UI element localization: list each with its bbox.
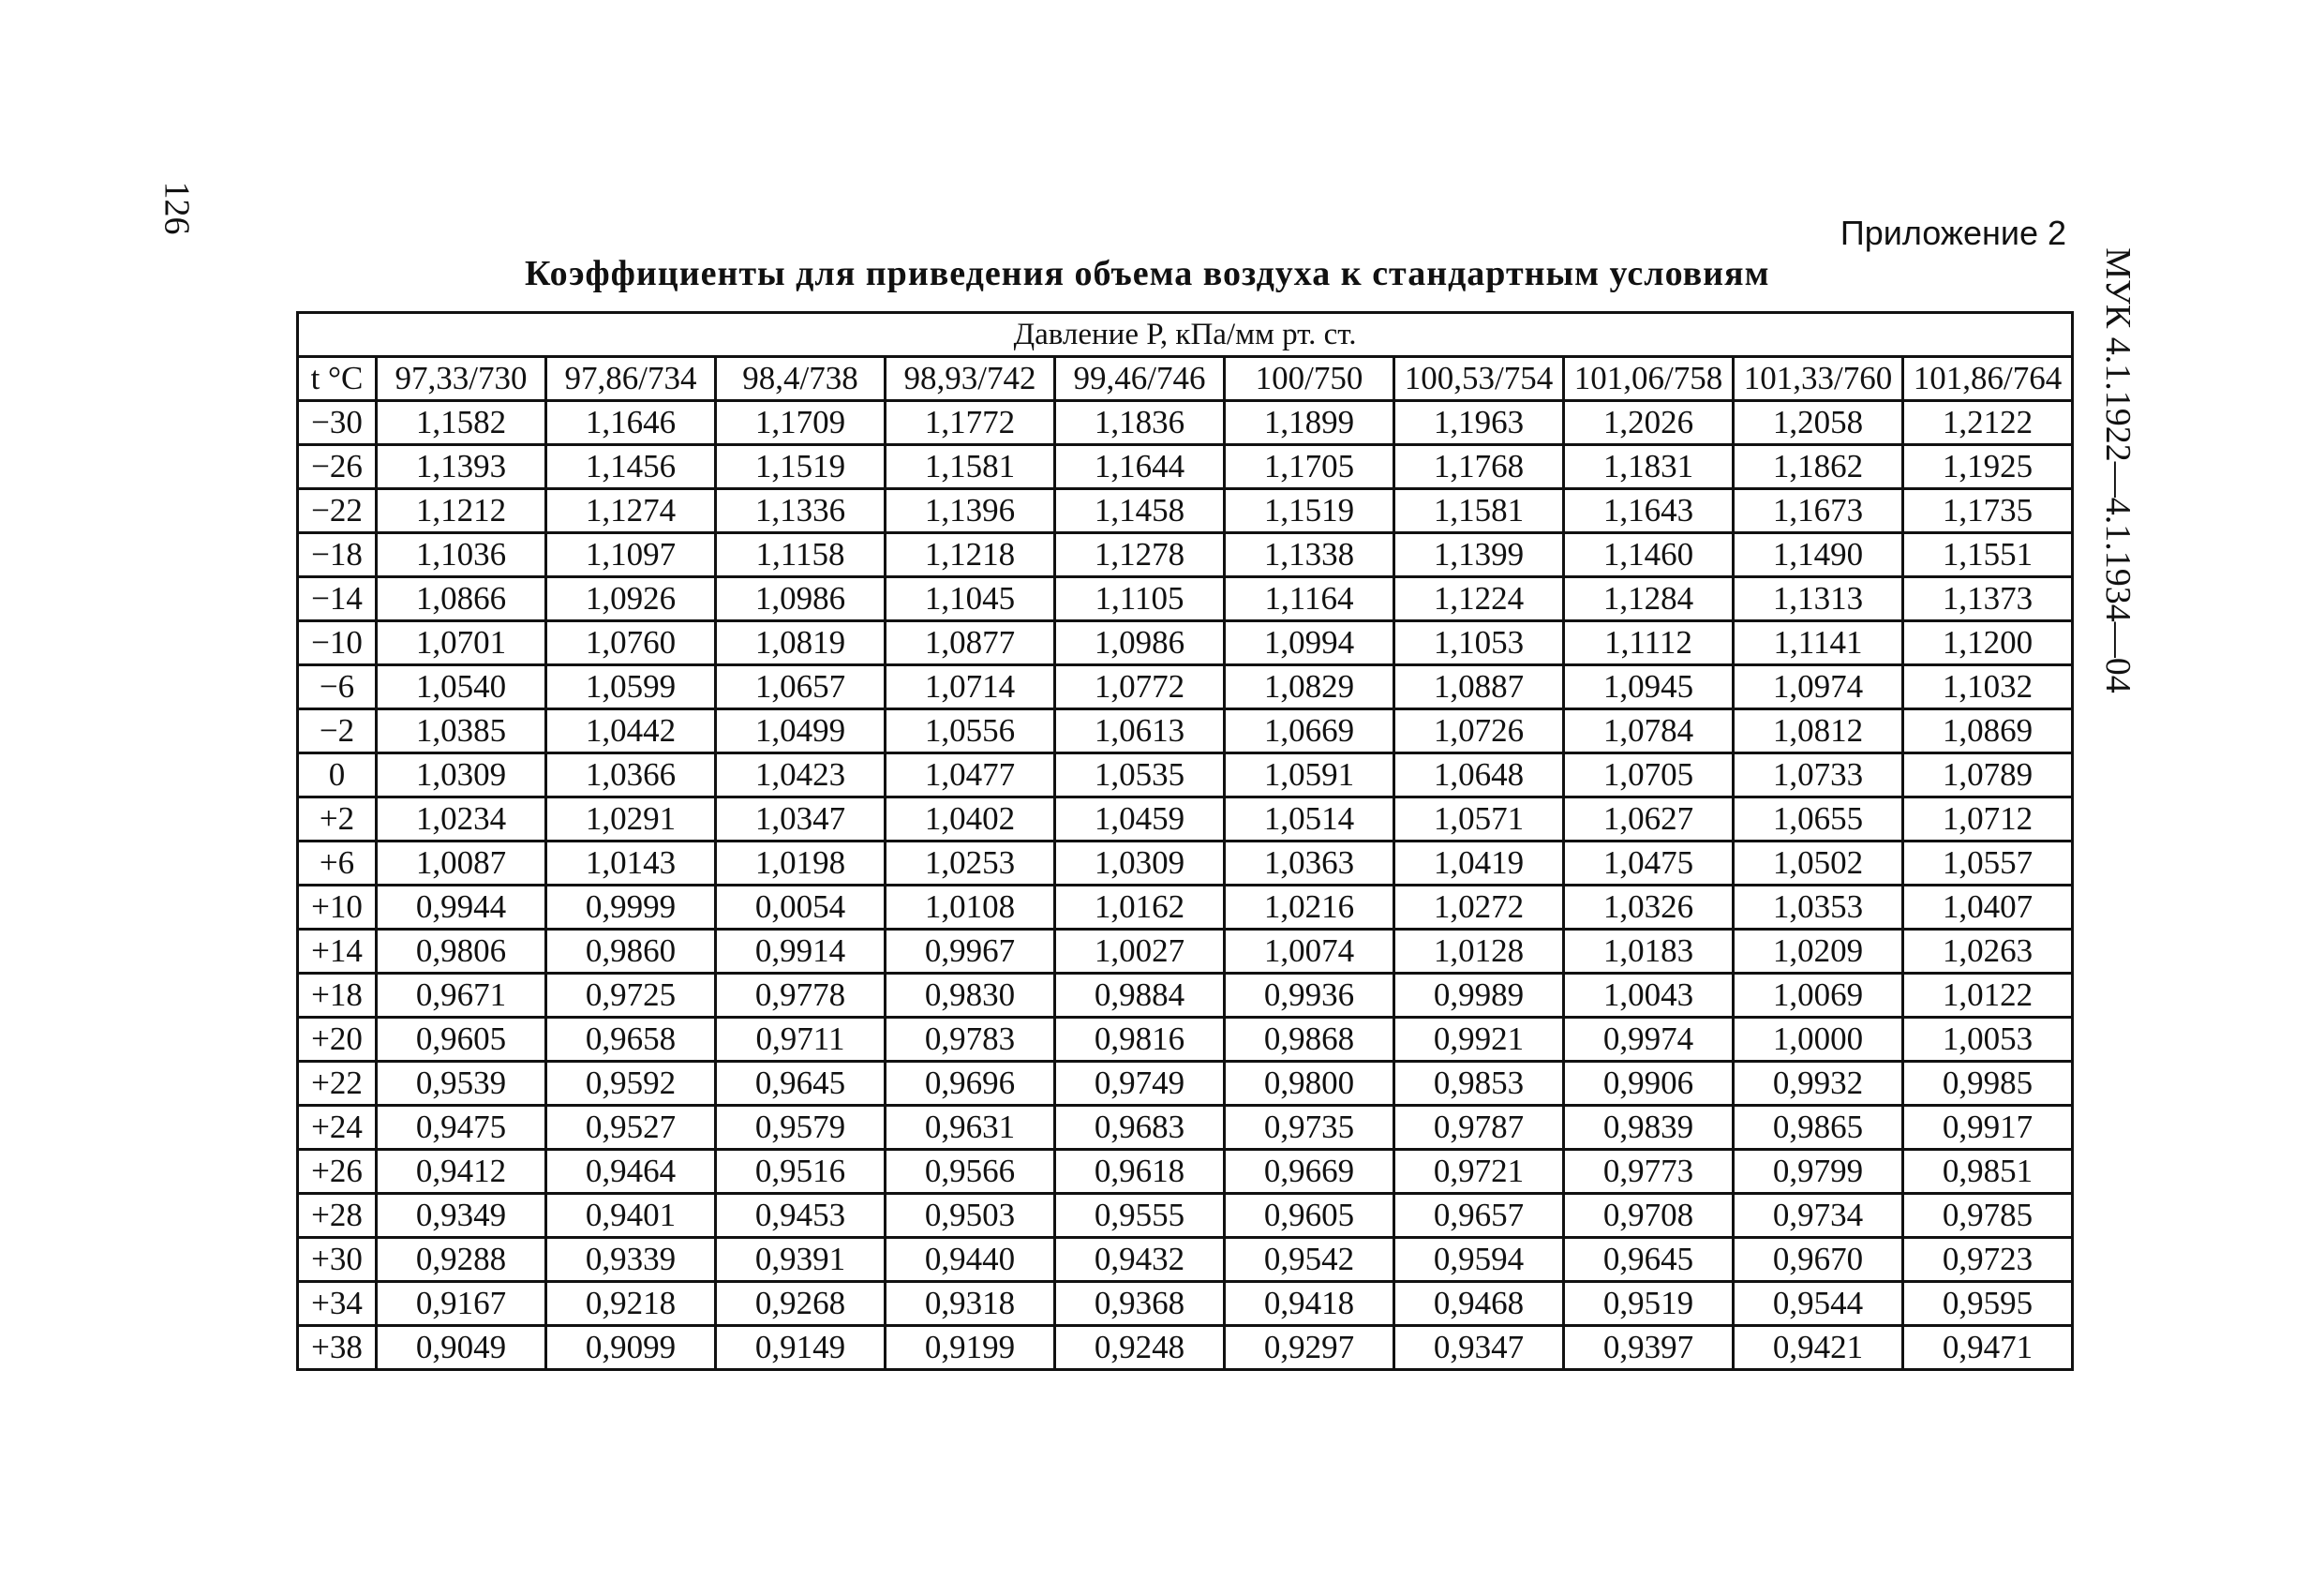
table-body bbox=[298, 401, 2073, 1370]
coefficient-cell: 1,2122 bbox=[1903, 401, 2073, 445]
temperature-cell: 0 bbox=[298, 753, 377, 797]
coefficient-cell: 1,1336 bbox=[716, 489, 886, 533]
coefficient-cell: 0,9669 bbox=[1225, 1150, 1394, 1194]
coefficient-cell: 0,9853 bbox=[1394, 1062, 1564, 1106]
coefficient-cell: 1,0108 bbox=[886, 886, 1055, 930]
coefficient-cell: 1,1053 bbox=[1394, 621, 1564, 665]
coefficient-cell: 1,0986 bbox=[1055, 621, 1225, 665]
coefficients-table-container bbox=[296, 311, 2073, 1371]
coefficient-cell: 0,9785 bbox=[1903, 1194, 2073, 1238]
coefficient-cell: 1,1673 bbox=[1734, 489, 1903, 533]
coefficient-cell: 0,9999 bbox=[546, 886, 716, 930]
coefficient-cell: 1,0253 bbox=[886, 842, 1055, 886]
coefficient-cell: 0,9631 bbox=[886, 1106, 1055, 1150]
pressure-column-header: 99,46/746 bbox=[1055, 357, 1225, 401]
coefficient-cell: 0,9658 bbox=[546, 1018, 716, 1062]
temperature-cell: +30 bbox=[298, 1238, 377, 1282]
pressure-column-header: 97,33/730 bbox=[377, 357, 546, 401]
coefficient-cell: 1,1644 bbox=[1055, 445, 1225, 489]
coefficient-cell: 1,1735 bbox=[1903, 489, 2073, 533]
coefficient-cell: 0,9806 bbox=[377, 930, 546, 974]
table-row bbox=[298, 445, 2073, 489]
coefficient-cell: 1,0000 bbox=[1734, 1018, 1903, 1062]
table-row bbox=[298, 1106, 2073, 1150]
coefficient-cell: 1,0143 bbox=[546, 842, 716, 886]
coefficient-cell: 0,9167 bbox=[377, 1282, 546, 1326]
coefficient-cell: 0,9397 bbox=[1564, 1326, 1734, 1370]
coefficient-cell: 1,0866 bbox=[377, 577, 546, 621]
coefficient-cell: 1,0027 bbox=[1055, 930, 1225, 974]
coefficient-cell: 1,0557 bbox=[1903, 842, 2073, 886]
appendix-label: Приложение 2 bbox=[1840, 214, 2066, 252]
coefficient-cell: 0,9787 bbox=[1394, 1106, 1564, 1150]
coefficient-cell: 1,0627 bbox=[1564, 797, 1734, 842]
coefficients-table bbox=[296, 311, 2074, 1371]
coefficient-cell: 0,9516 bbox=[716, 1150, 886, 1194]
coefficient-cell: 1,0829 bbox=[1225, 665, 1394, 709]
coefficient-cell: 0,9339 bbox=[546, 1238, 716, 1282]
coefficient-cell: 1,0994 bbox=[1225, 621, 1394, 665]
coefficient-cell: 1,0326 bbox=[1564, 886, 1734, 930]
table-row bbox=[298, 577, 2073, 621]
coefficient-cell: 1,1582 bbox=[377, 401, 546, 445]
coefficient-cell: 0,9800 bbox=[1225, 1062, 1394, 1106]
coefficient-cell: 1,1643 bbox=[1564, 489, 1734, 533]
coefficient-cell: 0,9440 bbox=[886, 1238, 1055, 1282]
coefficient-cell: 0,9539 bbox=[377, 1062, 546, 1106]
coefficient-cell: 1,1519 bbox=[716, 445, 886, 489]
coefficient-cell: 1,0407 bbox=[1903, 886, 2073, 930]
pressure-column-header: 98,93/742 bbox=[886, 357, 1055, 401]
coefficient-cell: 0,9527 bbox=[546, 1106, 716, 1150]
table-row bbox=[298, 401, 2073, 445]
coefficient-cell: 1,1313 bbox=[1734, 577, 1903, 621]
coefficient-cell: 0,9412 bbox=[377, 1150, 546, 1194]
coefficient-cell: 1,2058 bbox=[1734, 401, 1903, 445]
coefficient-cell: 0,9936 bbox=[1225, 974, 1394, 1018]
coefficient-cell: 0,9778 bbox=[716, 974, 886, 1018]
coefficient-cell: 1,1105 bbox=[1055, 577, 1225, 621]
coefficient-cell: 1,2026 bbox=[1564, 401, 1734, 445]
coefficient-cell: 0,9985 bbox=[1903, 1062, 2073, 1106]
coefficient-cell: 1,1212 bbox=[377, 489, 546, 533]
coefficient-cell: 1,1831 bbox=[1564, 445, 1734, 489]
coefficient-cell: 1,1045 bbox=[886, 577, 1055, 621]
coefficient-cell: 0,9967 bbox=[886, 930, 1055, 974]
temperature-cell: −14 bbox=[298, 577, 377, 621]
coefficient-cell: 1,0712 bbox=[1903, 797, 2073, 842]
coefficient-cell: 0,9579 bbox=[716, 1106, 886, 1150]
coefficient-cell: 0,9544 bbox=[1734, 1282, 1903, 1326]
coefficient-cell: 0,9297 bbox=[1225, 1326, 1394, 1370]
coefficient-cell: 1,1490 bbox=[1734, 533, 1903, 577]
coefficient-cell: 1,0366 bbox=[546, 753, 716, 797]
coefficient-cell: 0,9519 bbox=[1564, 1282, 1734, 1326]
temperature-cell: +24 bbox=[298, 1106, 377, 1150]
coefficient-cell: 0,9464 bbox=[546, 1150, 716, 1194]
table-row bbox=[298, 1018, 2073, 1062]
coefficient-cell: 1,0945 bbox=[1564, 665, 1734, 709]
coefficient-cell: 1,0599 bbox=[546, 665, 716, 709]
coefficient-cell: 0,9595 bbox=[1903, 1282, 2073, 1326]
pressure-column-header: 97,86/734 bbox=[546, 357, 716, 401]
coefficient-cell: 0,9566 bbox=[886, 1150, 1055, 1194]
table-row bbox=[298, 665, 2073, 709]
coefficient-cell: 0,9974 bbox=[1564, 1018, 1734, 1062]
column-header-row bbox=[298, 357, 2073, 401]
coefficient-cell: 0,9696 bbox=[886, 1062, 1055, 1106]
coefficient-cell: 1,1164 bbox=[1225, 577, 1394, 621]
document-code: МУК 4.1.1922—4.1.1934—04 bbox=[2098, 247, 2138, 693]
coefficient-cell: 1,0363 bbox=[1225, 842, 1394, 886]
coefficient-cell: 1,0291 bbox=[546, 797, 716, 842]
coefficient-cell: 0,9914 bbox=[716, 930, 886, 974]
coefficient-cell: 0,9368 bbox=[1055, 1282, 1225, 1326]
coefficient-cell: 0,9605 bbox=[1225, 1194, 1394, 1238]
coefficient-cell: 0,9049 bbox=[377, 1326, 546, 1370]
coefficient-cell: 1,0053 bbox=[1903, 1018, 2073, 1062]
coefficient-cell: 0,9645 bbox=[716, 1062, 886, 1106]
temperature-cell: +10 bbox=[298, 886, 377, 930]
coefficient-cell: 1,1460 bbox=[1564, 533, 1734, 577]
coefficient-cell: 0,9453 bbox=[716, 1194, 886, 1238]
coefficient-cell: 1,0353 bbox=[1734, 886, 1903, 930]
coefficient-cell: 1,0789 bbox=[1903, 753, 2073, 797]
coefficient-cell: 1,1709 bbox=[716, 401, 886, 445]
coefficient-cell: 1,0198 bbox=[716, 842, 886, 886]
coefficient-cell: 1,1112 bbox=[1564, 621, 1734, 665]
coefficient-cell: 1,0234 bbox=[377, 797, 546, 842]
coefficient-cell: 1,0714 bbox=[886, 665, 1055, 709]
coefficient-cell: 0,9884 bbox=[1055, 974, 1225, 1018]
coefficient-cell: 0,9839 bbox=[1564, 1106, 1734, 1150]
coefficient-cell: 0,9318 bbox=[886, 1282, 1055, 1326]
coefficient-cell: 1,1581 bbox=[1394, 489, 1564, 533]
coefficient-cell: 0,9816 bbox=[1055, 1018, 1225, 1062]
table-row bbox=[298, 1150, 2073, 1194]
temperature-cell: +34 bbox=[298, 1282, 377, 1326]
coefficient-cell: 1,0162 bbox=[1055, 886, 1225, 930]
coefficient-cell: 1,1373 bbox=[1903, 577, 2073, 621]
coefficient-cell: 1,1036 bbox=[377, 533, 546, 577]
coefficient-cell: 1,1925 bbox=[1903, 445, 2073, 489]
coefficient-cell: 1,0122 bbox=[1903, 974, 2073, 1018]
coefficient-cell: 0,0054 bbox=[716, 886, 886, 930]
coefficient-cell: 0,9734 bbox=[1734, 1194, 1903, 1238]
coefficient-cell: 1,0074 bbox=[1225, 930, 1394, 974]
table-row bbox=[298, 930, 2073, 974]
coefficient-cell: 0,9906 bbox=[1564, 1062, 1734, 1106]
coefficient-cell: 1,0657 bbox=[716, 665, 886, 709]
coefficient-cell: 1,1399 bbox=[1394, 533, 1564, 577]
coefficient-cell: 0,9391 bbox=[716, 1238, 886, 1282]
coefficient-cell: 1,0309 bbox=[377, 753, 546, 797]
coefficient-cell: 1,0499 bbox=[716, 709, 886, 753]
coefficient-cell: 0,9735 bbox=[1225, 1106, 1394, 1150]
coefficient-cell: 0,9799 bbox=[1734, 1150, 1903, 1194]
temperature-cell: +18 bbox=[298, 974, 377, 1018]
coefficient-cell: 0,9605 bbox=[377, 1018, 546, 1062]
coefficient-cell: 1,1218 bbox=[886, 533, 1055, 577]
coefficient-cell: 1,1581 bbox=[886, 445, 1055, 489]
coefficient-cell: 0,9618 bbox=[1055, 1150, 1225, 1194]
coefficient-cell: 1,0669 bbox=[1225, 709, 1394, 753]
coefficient-cell: 1,1551 bbox=[1903, 533, 2073, 577]
coefficient-cell: 1,0701 bbox=[377, 621, 546, 665]
coefficient-cell: 0,9865 bbox=[1734, 1106, 1903, 1150]
coefficient-cell: 0,9248 bbox=[1055, 1326, 1225, 1370]
temperature-cell: −18 bbox=[298, 533, 377, 577]
coefficient-cell: 1,0263 bbox=[1903, 930, 2073, 974]
coefficient-cell: 1,0819 bbox=[716, 621, 886, 665]
coefficient-cell: 1,0556 bbox=[886, 709, 1055, 753]
pressure-column-header: 101,86/764 bbox=[1903, 357, 2073, 401]
coefficient-cell: 0,9199 bbox=[886, 1326, 1055, 1370]
coefficient-cell: 0,9657 bbox=[1394, 1194, 1564, 1238]
coefficient-cell: 0,9851 bbox=[1903, 1150, 2073, 1194]
coefficient-cell: 1,1519 bbox=[1225, 489, 1394, 533]
coefficient-cell: 1,0535 bbox=[1055, 753, 1225, 797]
coefficient-cell: 0,9989 bbox=[1394, 974, 1564, 1018]
coefficient-cell: 0,9917 bbox=[1903, 1106, 2073, 1150]
temperature-cell: −22 bbox=[298, 489, 377, 533]
coefficient-cell: 1,1862 bbox=[1734, 445, 1903, 489]
coefficient-cell: 1,0309 bbox=[1055, 842, 1225, 886]
coefficient-cell: 1,0877 bbox=[886, 621, 1055, 665]
coefficient-cell: 0,9468 bbox=[1394, 1282, 1564, 1326]
coefficient-cell: 1,0986 bbox=[716, 577, 886, 621]
table-row bbox=[298, 753, 2073, 797]
temperature-cell: −10 bbox=[298, 621, 377, 665]
temperature-cell: −26 bbox=[298, 445, 377, 489]
table-row bbox=[298, 842, 2073, 886]
coefficient-cell: 1,0812 bbox=[1734, 709, 1903, 753]
coefficient-cell: 1,0475 bbox=[1564, 842, 1734, 886]
coefficient-cell: 1,0183 bbox=[1564, 930, 1734, 974]
coefficient-cell: 1,1646 bbox=[546, 401, 716, 445]
coefficient-cell: 0,9592 bbox=[546, 1062, 716, 1106]
coefficient-cell: 0,9418 bbox=[1225, 1282, 1394, 1326]
temperature-cell: +14 bbox=[298, 930, 377, 974]
coefficient-cell: 1,0347 bbox=[716, 797, 886, 842]
coefficient-cell: 1,0209 bbox=[1734, 930, 1903, 974]
pressure-column-header: 100/750 bbox=[1225, 357, 1394, 401]
table-row bbox=[298, 709, 2073, 753]
coefficient-cell: 1,1141 bbox=[1734, 621, 1903, 665]
coefficient-cell: 1,0760 bbox=[546, 621, 716, 665]
coefficient-cell: 1,0087 bbox=[377, 842, 546, 886]
coefficient-cell: 0,9503 bbox=[886, 1194, 1055, 1238]
coefficient-cell: 0,9868 bbox=[1225, 1018, 1394, 1062]
table-row bbox=[298, 797, 2073, 842]
coefficient-cell: 1,1772 bbox=[886, 401, 1055, 445]
coefficient-cell: 0,9645 bbox=[1564, 1238, 1734, 1282]
coefficient-cell: 1,1224 bbox=[1394, 577, 1564, 621]
coefficient-cell: 1,1274 bbox=[546, 489, 716, 533]
coefficient-cell: 1,0887 bbox=[1394, 665, 1564, 709]
table-row bbox=[298, 974, 2073, 1018]
coefficient-cell: 0,9349 bbox=[377, 1194, 546, 1238]
coefficient-cell: 0,9921 bbox=[1394, 1018, 1564, 1062]
coefficient-cell: 1,0128 bbox=[1394, 930, 1564, 974]
table-row bbox=[298, 489, 2073, 533]
coefficient-cell: 0,9432 bbox=[1055, 1238, 1225, 1282]
coefficient-cell: 1,0784 bbox=[1564, 709, 1734, 753]
table-row bbox=[298, 1282, 2073, 1326]
temperature-cell: −6 bbox=[298, 665, 377, 709]
coefficient-cell: 1,0655 bbox=[1734, 797, 1903, 842]
coefficient-cell: 1,0613 bbox=[1055, 709, 1225, 753]
coefficient-cell: 0,9783 bbox=[886, 1018, 1055, 1062]
coefficient-cell: 1,0705 bbox=[1564, 753, 1734, 797]
pressure-header: Давление P, кПа/мм рт. ст. bbox=[298, 313, 2073, 357]
coefficient-cell: 0,9421 bbox=[1734, 1326, 1903, 1370]
coefficient-cell: 0,9268 bbox=[716, 1282, 886, 1326]
coefficient-cell: 0,9670 bbox=[1734, 1238, 1903, 1282]
coefficient-cell: 1,1396 bbox=[886, 489, 1055, 533]
coefficient-cell: 1,0069 bbox=[1734, 974, 1903, 1018]
coefficient-cell: 1,0419 bbox=[1394, 842, 1564, 886]
coefficient-cell: 1,0514 bbox=[1225, 797, 1394, 842]
coefficient-cell: 1,0402 bbox=[886, 797, 1055, 842]
table-row bbox=[298, 533, 2073, 577]
coefficient-cell: 0,9288 bbox=[377, 1238, 546, 1282]
coefficient-cell: 0,9932 bbox=[1734, 1062, 1903, 1106]
coefficient-cell: 1,1836 bbox=[1055, 401, 1225, 445]
coefficient-cell: 1,1458 bbox=[1055, 489, 1225, 533]
coefficient-cell: 0,9218 bbox=[546, 1282, 716, 1326]
temperature-cell: −2 bbox=[298, 709, 377, 753]
coefficient-cell: 1,0733 bbox=[1734, 753, 1903, 797]
coefficient-cell: 1,0591 bbox=[1225, 753, 1394, 797]
coefficient-cell: 0,9401 bbox=[546, 1194, 716, 1238]
page-number: 126 bbox=[156, 181, 197, 235]
table-row bbox=[298, 1326, 2073, 1370]
coefficient-cell: 1,0385 bbox=[377, 709, 546, 753]
coefficient-cell: 1,1278 bbox=[1055, 533, 1225, 577]
coefficient-cell: 1,0772 bbox=[1055, 665, 1225, 709]
temperature-header: t °C bbox=[298, 357, 377, 401]
coefficient-cell: 1,0043 bbox=[1564, 974, 1734, 1018]
coefficient-cell: 0,9149 bbox=[716, 1326, 886, 1370]
coefficient-cell: 1,0442 bbox=[546, 709, 716, 753]
coefficient-cell: 1,1899 bbox=[1225, 401, 1394, 445]
coefficient-cell: 0,9555 bbox=[1055, 1194, 1225, 1238]
coefficient-cell: 0,9471 bbox=[1903, 1326, 2073, 1370]
coefficient-cell: 0,9683 bbox=[1055, 1106, 1225, 1150]
coefficient-cell: 0,9594 bbox=[1394, 1238, 1564, 1282]
coefficient-cell: 1,1338 bbox=[1225, 533, 1394, 577]
coefficient-cell: 1,1032 bbox=[1903, 665, 2073, 709]
coefficient-cell: 0,9723 bbox=[1903, 1238, 2073, 1282]
coefficient-cell: 0,9671 bbox=[377, 974, 546, 1018]
coefficient-cell: 1,1158 bbox=[716, 533, 886, 577]
coefficient-cell: 0,9711 bbox=[716, 1018, 886, 1062]
coefficient-cell: 1,0571 bbox=[1394, 797, 1564, 842]
coefficient-cell: 0,9099 bbox=[546, 1326, 716, 1370]
coefficient-cell: 1,1284 bbox=[1564, 577, 1734, 621]
pressure-column-header: 101,06/758 bbox=[1564, 357, 1734, 401]
temperature-cell: +20 bbox=[298, 1018, 377, 1062]
coefficient-cell: 0,9708 bbox=[1564, 1194, 1734, 1238]
coefficient-cell: 1,0272 bbox=[1394, 886, 1564, 930]
pressure-column-header: 101,33/760 bbox=[1734, 357, 1903, 401]
coefficient-cell: 0,9749 bbox=[1055, 1062, 1225, 1106]
coefficient-cell: 0,9944 bbox=[377, 886, 546, 930]
coefficient-cell: 0,9725 bbox=[546, 974, 716, 1018]
page-title: Коэффициенты для приведения объема воздуха к стандартным условиям bbox=[525, 254, 1770, 293]
coefficient-cell: 0,9773 bbox=[1564, 1150, 1734, 1194]
coefficient-cell: 1,0648 bbox=[1394, 753, 1564, 797]
coefficient-cell: 1,1200 bbox=[1903, 621, 2073, 665]
coefficient-cell: 1,1963 bbox=[1394, 401, 1564, 445]
pressure-column-header: 100,53/754 bbox=[1394, 357, 1564, 401]
pressure-header-row bbox=[298, 313, 2073, 357]
coefficient-cell: 0,9721 bbox=[1394, 1150, 1564, 1194]
coefficient-cell: 1,0726 bbox=[1394, 709, 1564, 753]
coefficient-cell: 1,0216 bbox=[1225, 886, 1394, 930]
coefficient-cell: 1,0869 bbox=[1903, 709, 2073, 753]
coefficient-cell: 1,1705 bbox=[1225, 445, 1394, 489]
coefficient-cell: 0,9860 bbox=[546, 930, 716, 974]
coefficient-cell: 1,1393 bbox=[377, 445, 546, 489]
coefficient-cell: 0,9830 bbox=[886, 974, 1055, 1018]
temperature-cell: +2 bbox=[298, 797, 377, 842]
temperature-cell: +22 bbox=[298, 1062, 377, 1106]
temperature-cell: +38 bbox=[298, 1326, 377, 1370]
pressure-column-header: 98,4/738 bbox=[716, 357, 886, 401]
coefficient-cell: 1,1456 bbox=[546, 445, 716, 489]
temperature-cell: +6 bbox=[298, 842, 377, 886]
table-row bbox=[298, 1194, 2073, 1238]
table-row bbox=[298, 886, 2073, 930]
coefficient-cell: 0,9475 bbox=[377, 1106, 546, 1150]
table-row bbox=[298, 621, 2073, 665]
coefficient-cell: 1,0974 bbox=[1734, 665, 1903, 709]
coefficient-cell: 0,9542 bbox=[1225, 1238, 1394, 1282]
coefficient-cell: 1,1768 bbox=[1394, 445, 1564, 489]
coefficient-cell: 1,0477 bbox=[886, 753, 1055, 797]
temperature-cell: +26 bbox=[298, 1150, 377, 1194]
coefficient-cell: 1,0926 bbox=[546, 577, 716, 621]
temperature-cell: +28 bbox=[298, 1194, 377, 1238]
temperature-cell: −30 bbox=[298, 401, 377, 445]
coefficient-cell: 1,0540 bbox=[377, 665, 546, 709]
coefficient-cell: 1,0459 bbox=[1055, 797, 1225, 842]
table-row bbox=[298, 1238, 2073, 1282]
table-row bbox=[298, 1062, 2073, 1106]
coefficient-cell: 1,0502 bbox=[1734, 842, 1903, 886]
coefficient-cell: 0,9347 bbox=[1394, 1326, 1564, 1370]
coefficient-cell: 1,1097 bbox=[546, 533, 716, 577]
coefficient-cell: 1,0423 bbox=[716, 753, 886, 797]
